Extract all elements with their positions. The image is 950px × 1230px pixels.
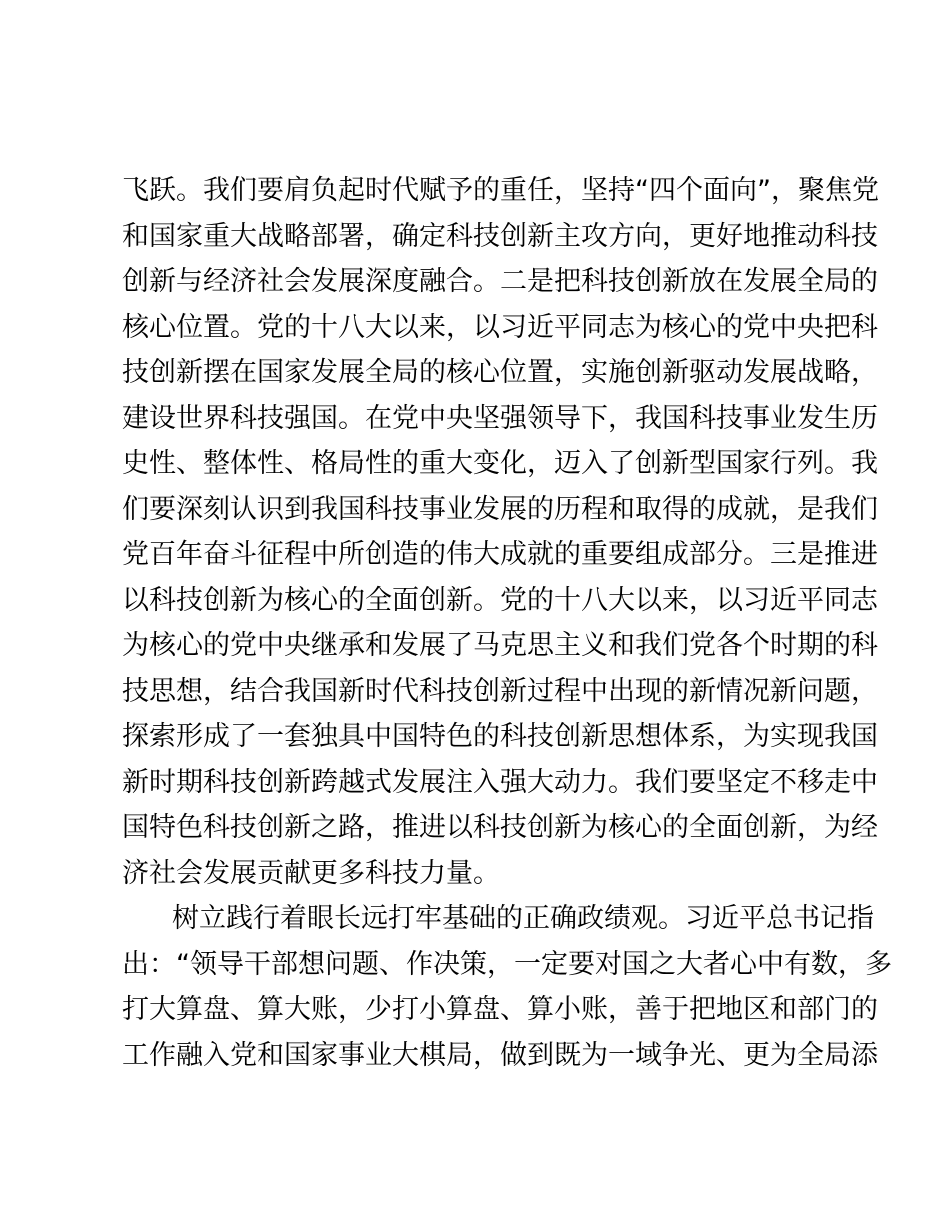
text-line-5: 技创新摆在国家发展全局的核心位置，实施创新驱动发展战略， bbox=[122, 357, 878, 388]
text-line-20: 工作融入党和国家事业大棋局，做到既为一域争光、更为全局添 bbox=[122, 1039, 878, 1071]
text-line-17: 树立践行着眼长远打牢基础的正确政绩观。习近平总书记指 bbox=[172, 903, 874, 934]
text-line-18: 出：“领导干部想问题、作决策，一定要对国之大者心中有数，多 bbox=[122, 948, 892, 980]
text-line-7: 史性、整体性、格局性的重大变化，迈入了创新型国家行列。我 bbox=[122, 448, 878, 479]
text-line-10: 以科技创新为核心的全面创新。党的十八大以来，以习近平同志 bbox=[122, 584, 878, 616]
text-line-3: 创新与经济社会发展深度融合。二是把科技创新放在发展全局的 bbox=[122, 266, 878, 297]
text-line-9: 党百年奋斗征程中所创造的伟大成就的重要组成部分。三是推进 bbox=[122, 539, 878, 570]
text-line-15: 国特色科技创新之路，推进以科技创新为核心的全面创新，为经 bbox=[122, 812, 878, 843]
text-line-6: 建设世界科技强国。在党中央坚强领导下，我国科技事业发生历 bbox=[122, 402, 878, 434]
text-line-4: 核心位置。党的十八大以来，以习近平同志为核心的党中央把科 bbox=[122, 311, 878, 343]
text-line-12: 技思想，结合我国新时代科技创新过程中出现的新情况新问题， bbox=[122, 675, 878, 707]
body-text bbox=[122, 168, 892, 1078]
text-line-11: 为核心的党中央继承和发展了马克思主义和我们党各个时期的科 bbox=[122, 630, 878, 661]
text-line-1: 飞跃。我们要肩负起时代赋予的重任，坚持“四个面向”，聚焦党 bbox=[122, 175, 879, 206]
text-line-13: 探索形成了一套独具中国特色的科技创新思想体系，为实现我国 bbox=[122, 721, 878, 752]
text-line-2: 和国家重大战略部署，确定科技创新主攻方向，更好地推动科技 bbox=[122, 220, 878, 252]
text-line-16: 济社会发展贡献更多科技力量。 bbox=[122, 857, 500, 889]
text-line-14: 新时期科技创新跨越式发展注入强大动力。我们要坚定不移走中 bbox=[122, 766, 878, 798]
text-line-8: 们要深刻认识到我国科技事业发展的历程和取得的成就，是我们 bbox=[122, 493, 878, 525]
text-line-19: 打大算盘、算大账，少打小算盘、算小账，善于把地区和部门的 bbox=[122, 994, 878, 1025]
